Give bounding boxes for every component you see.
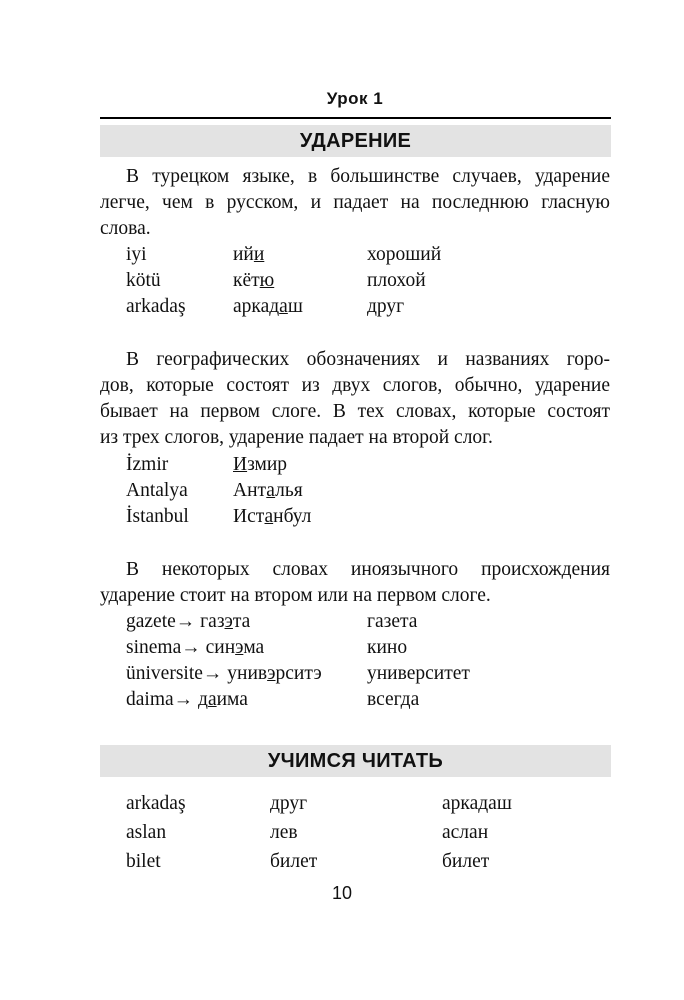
pronunciation [233,504,311,530]
pron-part: Ист [233,506,265,527]
turkish-word: iyi [126,244,147,265]
page-number: 10 [331,883,353,903]
paragraph-line: легче, чем в русском, и падает на последнюю гласную [100,192,610,213]
pron-part: има [216,689,248,710]
turkish-word: aslan [126,822,167,843]
paragraph-loanwords [100,557,610,609]
turkish-word: İstanbul [126,506,189,527]
pron-part: Ант [233,480,267,501]
pronunciation [233,242,264,268]
meaning: плохой [367,270,426,291]
transcription: аслан [442,822,489,843]
pron-part: ий [233,244,254,265]
translation: лев [270,822,298,843]
paragraph-line: бывает на первом слоге. В тех словах, которые состоят [100,401,610,422]
stressed-vowel: а [279,296,288,317]
stressed-vowel: и [253,244,265,265]
turkish-word: arkadaş [126,793,186,814]
paragraph-line: слова. [100,218,151,239]
loanword-pronunciation [126,609,250,635]
arrow-icon: → [181,637,201,658]
loanword-pronunciation [126,661,322,687]
meaning: кино [367,637,408,658]
stressed-vowel: а [207,689,217,710]
paragraph-line: ударение стоит на втором или на первом слоге. [100,585,491,606]
pron-part: газ [195,611,225,632]
loanword-pronunciation [126,635,264,661]
translation: друг [270,793,308,814]
pron-part: змир [247,454,288,475]
stressed-vowel: э [224,611,233,632]
loanword-pronunciation [126,687,248,713]
pron-part: нбул [273,506,312,527]
paragraph-line: В некоторых словах иноязычного происхождения [126,559,610,580]
stressed-vowel: ю [259,270,275,291]
pronunciation [233,294,303,320]
meaning: газета [367,611,418,632]
pron-part: ш [287,296,303,317]
pronunciation [233,268,274,294]
pron-part: лья [275,480,303,501]
arrow-icon: → [175,611,196,632]
paragraph-line: дов, которые состоят из двух слогов, обычно, ударение [100,375,610,396]
meaning: хороший [367,244,442,265]
pron-part: рситэ [275,663,322,684]
meaning: друг [367,296,405,317]
section-title-stress: УДАРЕНИЕ [100,125,611,157]
paragraph-line: из трех слогов, ударение падает на второй слог. [100,427,493,448]
turkish-word: gazete [126,611,176,632]
turkish-word: üniversite [126,663,203,684]
paragraph-line: В географических обозначениях и названиях горо- [126,349,610,370]
meaning: университет [367,663,470,684]
paragraph-geography [100,347,610,451]
lesson-title: Урок 1 [326,89,384,108]
header-rule [100,117,611,119]
transcription: аркадаш [442,793,512,814]
pron-part: аркад [233,296,280,317]
pron-part: кёт [233,270,260,291]
stressed-vowel: э [235,637,244,658]
transcription: билет [442,851,490,872]
turkish-word: kötü [126,270,161,291]
stressed-vowel: э [267,663,276,684]
pron-part: та [232,611,251,632]
turkish-word: Antalya [126,480,188,501]
turkish-word: sinema [126,637,182,658]
pron-part: ма [243,637,265,658]
pron-part: син [200,637,236,658]
turkish-word: İzmir [126,454,169,475]
paragraph-line: В турецком языке, в большинстве случаев, ударение [126,166,610,187]
pron-part: унив [222,663,268,684]
translation: билет [270,851,318,872]
meaning: всегда [367,689,420,710]
turkish-word: daima [126,689,174,710]
paragraph-stress-intro [100,164,610,242]
section-title-reading: УЧИМСЯ ЧИТАТЬ [100,745,611,777]
stressed-vowel: а [264,506,274,527]
turkish-word: bilet [126,851,161,872]
arrow-icon: → [173,689,194,710]
stressed-vowel: а [266,480,276,501]
arrow-icon: → [202,663,223,684]
pronunciation [233,452,287,478]
pronunciation [233,478,303,504]
pron-part: д [193,689,208,710]
stressed-vowel: И [233,454,248,475]
turkish-word: arkadaş [126,296,186,317]
